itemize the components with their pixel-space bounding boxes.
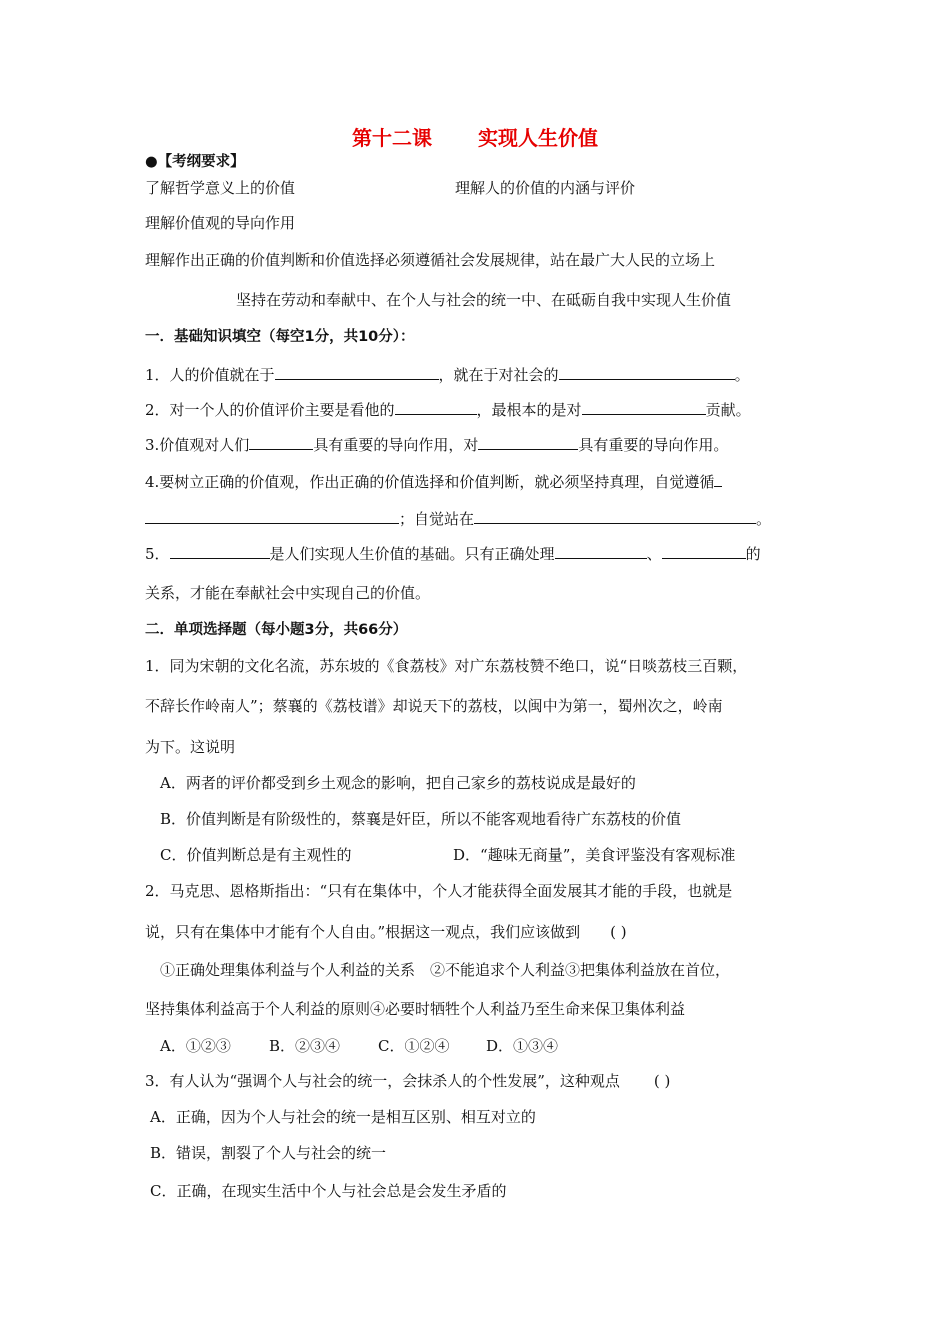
fill-question-4-cont: ；自觉站在 。	[145, 507, 771, 529]
lesson-number: 第十二课	[352, 126, 432, 150]
answer-blank[interactable]	[395, 398, 477, 415]
answer-blank[interactable]	[478, 433, 578, 450]
fill-question-2: 2．对一个人的价值评价主要是看他的 ，最根本的是对 贡献。	[145, 398, 751, 420]
answer-blank[interactable]	[145, 507, 399, 524]
choice-question-1-stem: 不辞长作岭南人”；蔡襄的《荔枝谱》却说天下的荔枝，以闽中为第一，蜀州次之，岭南	[145, 697, 723, 715]
section2-heading: 二．单项选择题（每小题3分，共66分）	[145, 622, 408, 638]
syllabus-item: 理解人的价值的内涵与评价	[455, 179, 636, 197]
choice-question-1-stem: 1．同为宋朝的文化名流，苏东坡的《食荔枝》对广东荔枝赞不绝口，说“日啖荔枝三百颗，	[145, 657, 748, 675]
answer-blank[interactable]	[275, 363, 439, 380]
option-b[interactable]: B．②③④	[269, 1037, 341, 1055]
syllabus-item: 坚持在劳动和奉献中、在个人与社会的统一中、在砥砺自我中实现人生价值	[236, 291, 732, 309]
answer-blank[interactable]	[249, 433, 313, 450]
section1-heading: 一．基础知识填空（每空1分，共10分）：	[145, 329, 415, 345]
syllabus-item: 了解哲学意义上的价值	[145, 179, 296, 197]
choice-question-3-stem: 3．有人认为“强调个人与社会的统一，会抹杀人的个性发展”，这种观点 ( )	[145, 1072, 671, 1090]
choice-question-2-stem: 坚持集体利益高于个人利益的原则④必要时牺牲个人利益乃至生命来保卫集体利益	[145, 1000, 686, 1018]
answer-paren[interactable]: ( )	[610, 923, 627, 941]
page-title	[0, 122, 950, 151]
option-d[interactable]: D．“趣味无商量”，美食评鉴没有客观标准	[453, 846, 736, 864]
fill-question-3: 3.价值观对人们 具有重要的导向作用，对 具有重要的导向作用。	[145, 433, 728, 455]
lesson-title: 实现人生价值	[478, 126, 598, 150]
answer-blank[interactable]	[555, 542, 647, 559]
answer-blank[interactable]	[474, 507, 756, 524]
syllabus-item: 理解价值观的导向作用	[145, 214, 296, 232]
option-c[interactable]: C．价值判断总是有主观性的	[160, 846, 352, 864]
choice-question-2-stem: ①正确处理集体利益与个人利益的关系 ②不能追求个人利益③把集体利益放在首位，	[160, 961, 731, 979]
option-c[interactable]: C．①②④	[378, 1037, 450, 1055]
option-b[interactable]: B．错误，割裂了个人与社会的统一	[150, 1144, 387, 1162]
fill-question-1: 1．人的价值就在于 ，就在于对社会的 。	[145, 363, 750, 385]
fill-question-5-cont: 关系，才能在奉献社会中实现自己的价值。	[145, 584, 431, 602]
answer-blank[interactable]	[170, 542, 270, 559]
answer-blank[interactable]	[582, 398, 706, 415]
answer-blank[interactable]	[662, 542, 746, 559]
option-c[interactable]: C．正确，在现实生活中个人与社会总是会发生矛盾的	[150, 1182, 507, 1200]
choice-question-2-stem: 2．马克思、恩格斯指出：“只有在集体中，个人才能获得全面发展其才能的手段，也就是	[145, 882, 733, 900]
option-a[interactable]: A．两者的评价都受到乡土观念的影响，把自己家乡的荔枝说成是最好的	[160, 774, 636, 792]
option-b[interactable]: B．价值判断是有阶级性的，蔡襄是奸臣，所以不能客观地看待广东荔枝的价值	[160, 810, 682, 828]
choice-question-2-stem: 说，只有在集体中才能有个人自由。”根据这一观点，我们应该做到 ( )	[145, 923, 627, 941]
choice-question-1-stem: 为下。这说明	[145, 738, 236, 756]
fill-question-4: 4.要树立正确的价值观，作出正确的价值选择和价值判断，就必须坚持真理，自觉遵循	[145, 470, 722, 492]
answer-blank[interactable]	[714, 470, 722, 487]
fill-question-5: 5． 是人们实现人生价值的基础。只有正确处理 、 的	[145, 542, 761, 564]
syllabus-item: 理解作出正确的价值判断和价值选择必须遵循社会发展规律，站在最广大人民的立场上	[145, 251, 716, 269]
option-a[interactable]: A．①②③	[160, 1037, 231, 1055]
option-d[interactable]: D．①③④	[486, 1037, 559, 1055]
answer-paren[interactable]: ( )	[653, 1072, 671, 1090]
syllabus-heading: ●【考纲要求】	[145, 154, 245, 170]
answer-blank[interactable]	[559, 363, 735, 380]
option-a[interactable]: A．正确，因为个人与社会的统一是相互区别、相互对立的	[150, 1108, 536, 1126]
